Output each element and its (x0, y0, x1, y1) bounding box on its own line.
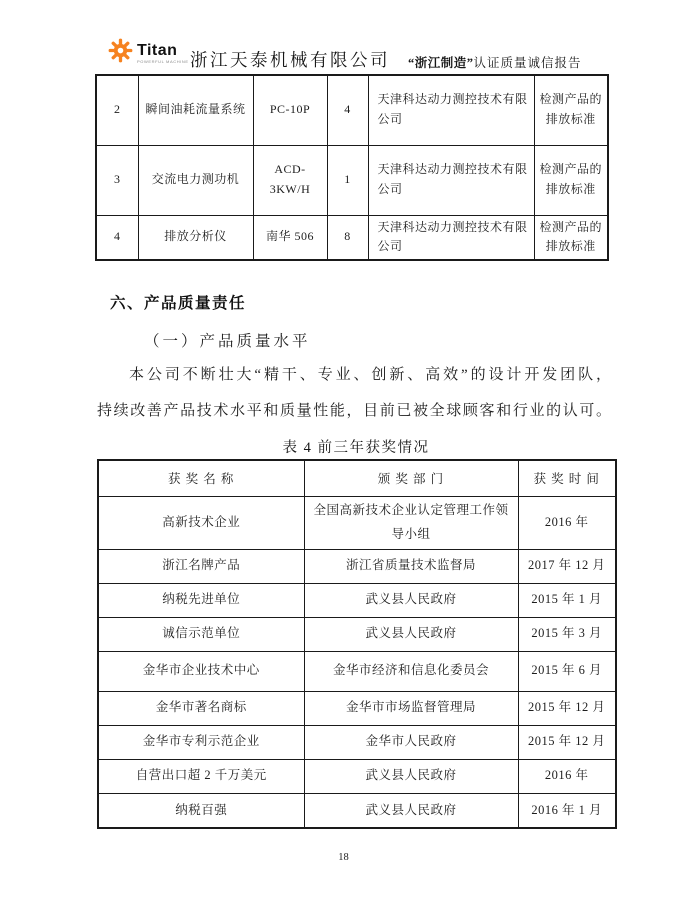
equipment-cell-purpose: 检测产品的排放标准 (534, 145, 608, 215)
equipment-table (95, 74, 609, 261)
equipment-cell-qty: 4 (327, 75, 368, 145)
award-name: 浙江名牌产品 (98, 549, 304, 583)
award-department: 金华市经济和信息化委员会 (304, 651, 518, 691)
section-heading: 六、产品质量责任 (110, 295, 247, 312)
awards-header-department: 颁 奖 部 门 (304, 460, 518, 496)
award-date: 2016 年 1 月 (518, 793, 616, 828)
award-name: 金华市企业技术中心 (98, 651, 304, 691)
award-department: 武义县人民政府 (304, 793, 518, 828)
equipment-row (96, 75, 608, 145)
award-row (98, 793, 616, 828)
paragraph-line: 本公司不断壮大“精干、专业、创新、高效”的设计开发团队， (129, 367, 611, 383)
equipment-row (96, 145, 608, 215)
awards-table-caption: 表 4 前三年获奖情况 (282, 440, 430, 456)
equipment-cell-model: 南华 506 (253, 215, 327, 260)
award-department: 金华市市场监督管理局 (304, 691, 518, 725)
award-date: 2015 年 12 月 (518, 691, 616, 725)
award-name: 金华市著名商标 (98, 691, 304, 725)
equipment-cell-no: 3 (96, 145, 138, 215)
awards-header-row (98, 460, 616, 496)
logo-wordmark: Titan (137, 41, 178, 59)
equipment-table-body (96, 75, 608, 260)
award-name: 高新技术企业 (98, 496, 304, 549)
award-date: 2016 年 (518, 759, 616, 793)
award-row (98, 617, 616, 651)
paragraph-line: 持续改善产品技术水平和质量性能，目前已被全球顾客和行业的认可。 (97, 403, 611, 419)
award-department: 浙江省质量技术监督局 (304, 549, 518, 583)
equipment-cell-purpose: 检测产品的排放标准 (534, 75, 608, 145)
awards-table-body (98, 496, 616, 828)
equipment-cell-model: PC-10P (253, 75, 327, 145)
award-department: 全国高新技术企业认定管理工作领导小组 (304, 496, 518, 549)
award-date: 2017 年 12 月 (518, 549, 616, 583)
award-date: 2015 年 12 月 (518, 725, 616, 759)
award-row (98, 691, 616, 725)
section-subheading: （一）产品质量水平 (144, 333, 311, 350)
equipment-cell-name: 交流电力测功机 (138, 145, 253, 215)
page-number: 18 (338, 852, 349, 863)
awards-header-name: 获 奖 名 称 (98, 460, 304, 496)
award-department: 金华市人民政府 (304, 725, 518, 759)
equipment-cell-qty: 1 (327, 145, 368, 215)
equipment-cell-no: 4 (96, 215, 138, 260)
award-date: 2015 年 3 月 (518, 617, 616, 651)
equipment-cell-name: 瞬间油耗流量系统 (138, 75, 253, 145)
award-row (98, 651, 616, 691)
award-department: 武义县人民政府 (304, 617, 518, 651)
body-paragraph (97, 357, 611, 429)
report-title (408, 53, 582, 71)
report-title-brand: “浙江制造” (408, 56, 474, 70)
award-name: 诚信示范单位 (98, 617, 304, 651)
award-row (98, 496, 616, 549)
award-department: 武义县人民政府 (304, 759, 518, 793)
awards-table (97, 459, 617, 829)
equipment-cell-supplier: 天津科达动力测控技术有限公司 (368, 75, 534, 145)
award-row (98, 583, 616, 617)
award-row (98, 759, 616, 793)
company-logo (108, 38, 189, 68)
equipment-cell-supplier: 天津科达动力测控技术有限公司 (368, 215, 534, 260)
award-date: 2015 年 1 月 (518, 583, 616, 617)
award-name: 自营出口超 2 千万美元 (98, 759, 304, 793)
award-row (98, 725, 616, 759)
company-name: 浙江天泰机械有限公司 (190, 50, 390, 70)
award-row (98, 549, 616, 583)
equipment-cell-no: 2 (96, 75, 138, 145)
equipment-cell-purpose: 检测产品的排放标准 (534, 215, 608, 260)
equipment-row (96, 215, 608, 260)
logo-tagline: POWERFUL MACHINE (137, 58, 189, 64)
equipment-cell-name: 排放分析仪 (138, 215, 253, 260)
equipment-cell-qty: 8 (327, 215, 368, 260)
award-department: 武义县人民政府 (304, 583, 518, 617)
gear-icon (108, 38, 133, 68)
report-title-rest: 认证质量诚信报告 (473, 56, 582, 70)
awards-header-date: 获 奖 时 间 (518, 460, 616, 496)
equipment-cell-supplier: 天津科达动力测控技术有限公司 (368, 145, 534, 215)
award-name: 纳税百强 (98, 793, 304, 828)
award-name: 纳税先进单位 (98, 583, 304, 617)
award-date: 2016 年 (518, 496, 616, 549)
equipment-cell-model: ACD-3KW/H (253, 145, 327, 215)
award-name: 金华市专利示范企业 (98, 725, 304, 759)
award-date: 2015 年 6 月 (518, 651, 616, 691)
